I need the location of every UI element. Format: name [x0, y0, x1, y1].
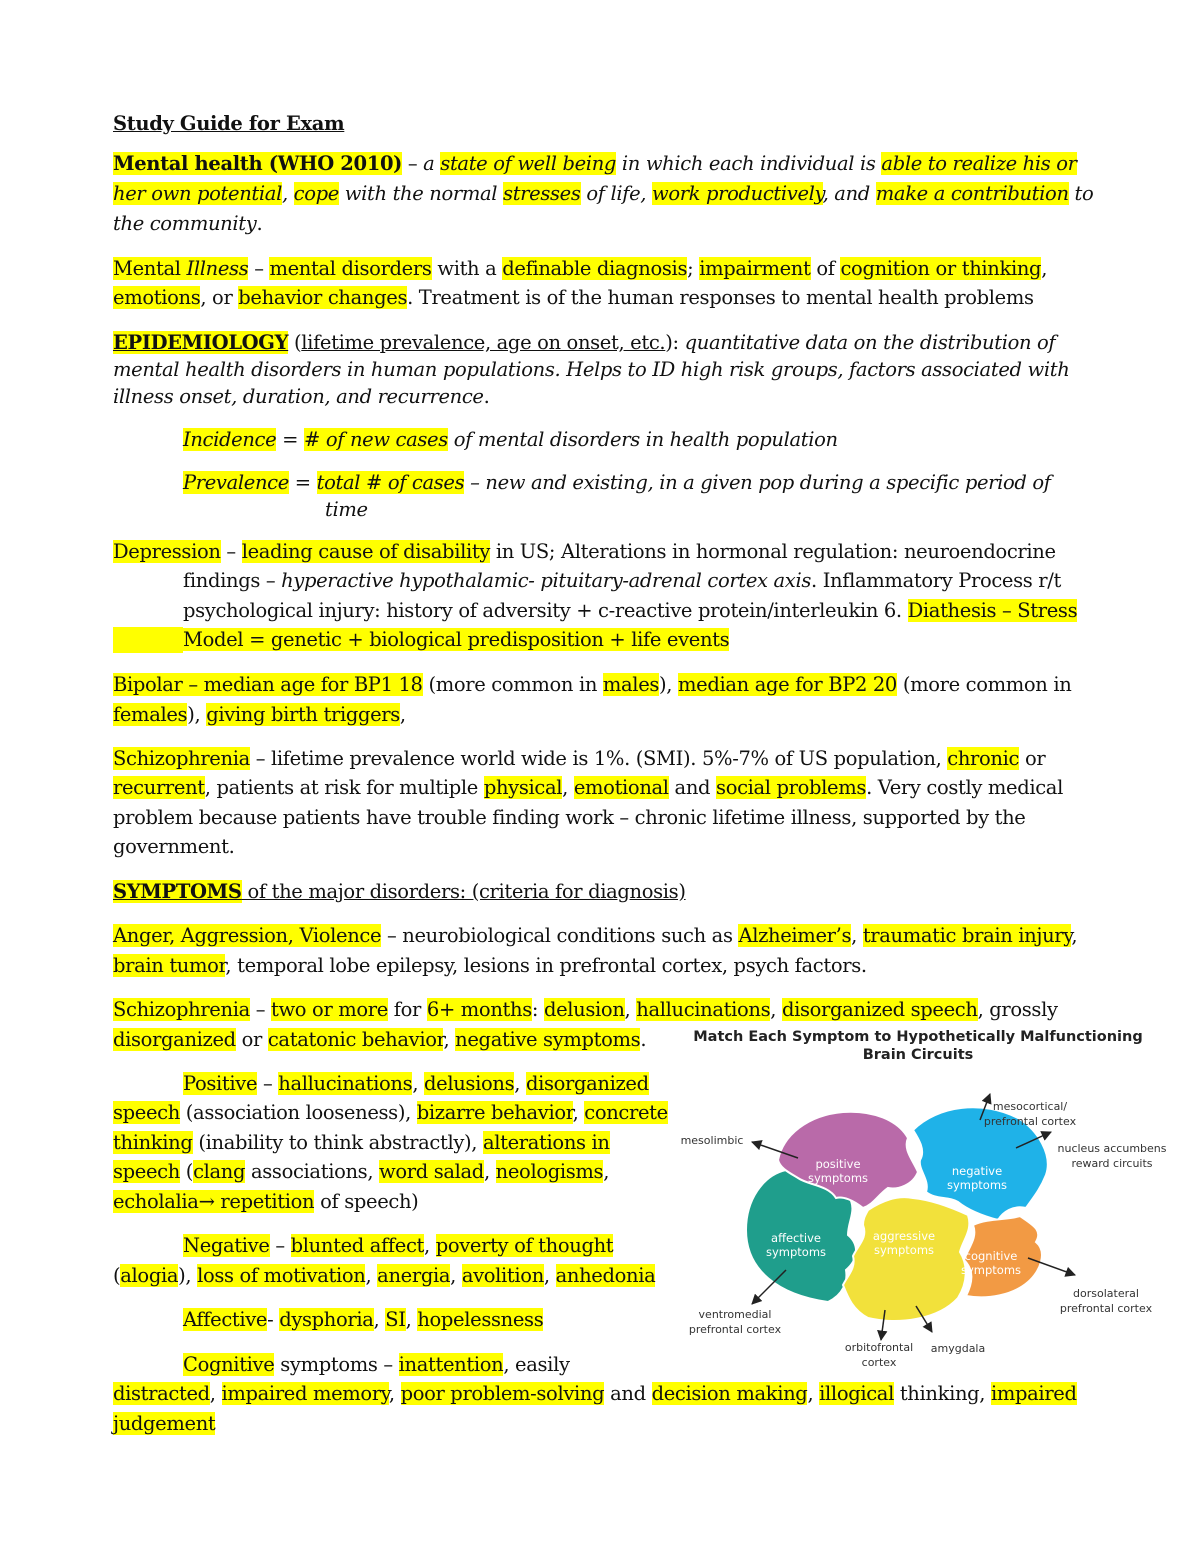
text-run: (: [179, 1160, 194, 1183]
positive-line-5: [113, 1189, 418, 1215]
text-run: . Very costly medical: [866, 776, 1063, 799]
text-run: ,: [412, 1072, 425, 1095]
text-run: , patients at risk for multiple: [204, 776, 484, 799]
positive-line-3: [113, 1130, 610, 1156]
highlighted-text: emotions: [113, 286, 201, 309]
positive-line-4: [113, 1159, 609, 1185]
highlighted-text: distracted: [113, 1382, 210, 1405]
highlighted-text: Negative: [183, 1234, 270, 1257]
text-run: mental health disorders in human populations. Helps to ID high risk groups, factors associated with: [113, 358, 1070, 381]
highlighted-text: EPIDEMIOLOGY: [113, 331, 289, 354]
ventromedial-label-1: ventromedial: [698, 1308, 772, 1321]
highlighted-text: Mental health (WHO 2010): [113, 152, 403, 175]
text-run: –: [248, 257, 270, 280]
highlighted-text: anhedonia: [555, 1264, 656, 1287]
text-run: ,: [405, 1308, 418, 1331]
text-run: illness onset, duration, and recurrence: [113, 385, 484, 408]
negative-line-1: [183, 1233, 613, 1259]
highlighted-text: disorganized speech: [781, 998, 978, 1021]
negative-label-1: negative: [951, 1164, 1003, 1178]
highlighted-text: disorganized: [525, 1072, 649, 1095]
text-run: in which each individual is: [616, 152, 882, 175]
depression-line-3: [183, 598, 1077, 624]
text-run: of mental disorders in health population: [447, 428, 838, 451]
text-run: , grossly: [977, 998, 1058, 1021]
text-run: :: [531, 998, 544, 1021]
text-run: ,: [443, 1028, 456, 1051]
epidemiology-line-2: [113, 357, 1069, 383]
schizophrenia-epi-line-4: [113, 834, 234, 860]
highlighted-text: recurrent: [113, 776, 205, 799]
text-run: ,: [603, 1160, 610, 1183]
text-run: with the normal: [338, 182, 504, 205]
text-run: and: [668, 776, 717, 799]
highlighted-text: Depression: [113, 540, 221, 563]
mesocortical-label-2: prefrontal cortex: [983, 1115, 1077, 1128]
highlighted-text: females: [113, 703, 188, 726]
highlighted-text: median age for BP2 20: [678, 673, 897, 696]
schizophrenia-symptoms-line-2: [113, 1027, 646, 1053]
highlighted-text: Illness: [186, 257, 249, 280]
text-run: to: [1068, 182, 1094, 205]
mental-illness-line-2: [113, 285, 1034, 311]
text-run: -: [267, 1308, 280, 1331]
text-run: .: [640, 1028, 647, 1051]
highlighted-text: delusion: [543, 998, 625, 1021]
text-run: of speech): [314, 1190, 419, 1213]
highlighted-text: Incidence: [183, 428, 277, 451]
text-run: findings –: [183, 569, 282, 592]
text-run: ,: [450, 1264, 462, 1287]
highlighted-text: loss of motivation: [197, 1264, 366, 1287]
affective-line: [183, 1307, 543, 1333]
highlighted-text: Alzheimer’s: [738, 924, 852, 947]
cognitive-label-2: symptoms: [960, 1263, 1022, 1277]
highlighted-text: delusions: [424, 1072, 515, 1095]
epidemiology-line-3: [113, 384, 489, 410]
text-run: . Treatment is of the human responses to mental health problems: [407, 286, 1034, 309]
text-run: psychological injury: history of adversity + c-reactive protein/interleukin 6.: [183, 599, 908, 622]
highlighted-text: social problems: [716, 776, 867, 799]
highlighted-text: poor problem-solving: [400, 1382, 605, 1405]
highlighted-text: blunted affect: [290, 1234, 425, 1257]
highlighted-text: Model = genetic + biological predisposition + life events: [183, 628, 730, 651]
highlighted-text: decision making: [651, 1382, 808, 1405]
cognitive-line-1: [183, 1352, 570, 1378]
text-run: .: [483, 385, 490, 408]
highlighted-text: cognition or thinking: [840, 257, 1042, 280]
positive-label-2: symptoms: [807, 1171, 869, 1185]
text-run: ),: [178, 1264, 198, 1287]
dorsolateral-label-2: prefrontal cortex: [1059, 1302, 1153, 1315]
bipolar-line-2: [113, 702, 406, 728]
highlighted-text: state of well being: [440, 152, 617, 175]
highlighted-text: illogical: [819, 1382, 894, 1405]
accumbens-label-2: reward circuits: [1071, 1157, 1153, 1170]
text-run: –: [257, 1072, 279, 1095]
text-run: , easily: [503, 1353, 570, 1376]
text-run: ,: [483, 1160, 496, 1183]
highlighted-text: Schizophrenia: [113, 747, 250, 770]
anger-line-2: [113, 953, 867, 979]
highlighted-text: speech: [113, 1101, 180, 1124]
highlighted-text: brain tumor: [113, 954, 226, 977]
text-run: with a: [431, 257, 503, 280]
text-run: associations,: [245, 1160, 380, 1183]
mental-health-definition-line-2: [113, 181, 1093, 207]
text-run: ,: [373, 1308, 386, 1331]
text-run: time: [325, 498, 368, 521]
highlighted-text: impaired: [991, 1382, 1077, 1405]
text-run: ,: [514, 1072, 526, 1095]
highlighted-text: echolalia: [113, 1190, 199, 1213]
text-run: or: [235, 1028, 268, 1051]
text-run: ,: [562, 776, 574, 799]
orbitofrontal-label-2: cortex: [861, 1356, 897, 1369]
text-run: – new and existing, in a given pop during a specific period of: [464, 471, 1051, 494]
text-run: a: [423, 152, 441, 175]
highlighted-text: Schizophrenia: [113, 998, 250, 1021]
depression-line-2: [183, 568, 1061, 594]
text-run: ,: [770, 998, 782, 1021]
prevalence-line-1: [183, 470, 1051, 496]
highlighted-text: # of new cases: [304, 428, 448, 451]
text-run: ,: [399, 703, 406, 726]
aggressive-label-2: symptoms: [873, 1243, 935, 1257]
text-run: ),: [187, 703, 207, 726]
highlighted-text: negative symptoms: [455, 1028, 641, 1051]
prevalence-line-2: [325, 497, 368, 523]
highlighted-text: Anger, Aggression, Violence: [113, 924, 382, 947]
mesocortical-label-1: mesocortical/: [992, 1100, 1068, 1113]
text-run: ,: [388, 1382, 401, 1405]
highlighted-text: SYMPTOMS: [113, 880, 242, 903]
highlighted-text: Prevalence: [183, 471, 289, 494]
text-run: (: [113, 1264, 121, 1287]
highlighted-text: poverty of thought: [435, 1234, 614, 1257]
text-run: ,: [572, 1101, 585, 1124]
highlighted-text: dysphoria: [279, 1308, 374, 1331]
text-run: for: [387, 998, 427, 1021]
incidence-line: [183, 427, 838, 453]
text-run: (association looseness),: [179, 1101, 417, 1124]
positive-line-2: [113, 1100, 668, 1126]
cognitive-line-2: [113, 1381, 1077, 1407]
text-run: =: [288, 471, 317, 494]
highlighted-text: concrete: [584, 1101, 668, 1124]
text-run: lifetime prevalence, age on onset, etc.: [301, 331, 666, 354]
text-run: quantitative data on the distribution of: [684, 331, 1056, 354]
highlighted-text: cope: [293, 182, 339, 205]
text-run: =: [276, 428, 304, 451]
highlighted-text: hallucinations: [636, 998, 771, 1021]
schizophrenia-epi-line-3: [113, 805, 1025, 831]
highlighted-text: leading cause of disability: [241, 540, 491, 563]
text-run: ,: [624, 998, 637, 1021]
text-run: hyperactive hypothalamic- pituitary-adrenal cortex axis: [281, 569, 811, 592]
highlighted-text: Positive: [183, 1072, 258, 1095]
highlighted-text: Diathesis – Stress: [907, 599, 1078, 622]
affective-label-2: symptoms: [765, 1245, 827, 1259]
text-run: ,: [424, 1234, 436, 1257]
highlighted-text: males: [602, 673, 660, 696]
text-run: (more common in: [422, 673, 603, 696]
text-run: ,: [851, 924, 863, 947]
highlighted-text: inattention: [398, 1353, 504, 1376]
figure-title-line-2: Brain Circuits: [862, 1047, 974, 1063]
text-run: and: [604, 1382, 652, 1405]
highlighted-text: Mental: [113, 257, 187, 280]
highlighted-text: thinking: [113, 1131, 193, 1154]
highlighted-text: chronic: [947, 747, 1020, 770]
text-run: ,: [1071, 924, 1078, 947]
text-run: . Inflammatory Process r/t: [811, 569, 1061, 592]
highlighted-text: impairment: [699, 257, 811, 280]
highlighted-text: total # of cases: [316, 471, 465, 494]
highlighted-text: catatonic behavior: [267, 1028, 444, 1051]
mental-health-definition-line-1: [113, 151, 1077, 177]
highlighted-text: Bipolar – median age for BP1 18: [113, 673, 423, 696]
highlighted-text: alterations in: [482, 1131, 610, 1154]
highlighted-text: bizarre behavior: [416, 1101, 573, 1124]
text-run: or: [1019, 747, 1046, 770]
text-run: ,: [543, 1264, 556, 1287]
accumbens-label-1: nucleus accumbens: [1057, 1142, 1167, 1155]
text-run: the community: [113, 212, 257, 235]
highlighted-text: clang: [193, 1160, 246, 1183]
depression-line-4: [113, 627, 729, 653]
text-run: symptoms –: [274, 1353, 399, 1376]
epidemiology-line-1: [113, 330, 1055, 356]
text-run: in US; Alterations in hormonal regulation: neuroendocrine: [490, 540, 1056, 563]
ventromedial-label-2: prefrontal cortex: [688, 1323, 782, 1336]
text-run: , or: [200, 286, 239, 309]
orbitofrontal-label-1: orbitofrontal: [844, 1341, 914, 1354]
highlighted-text: anergia: [377, 1264, 451, 1287]
highlighted-text: her own potential: [113, 182, 282, 205]
text-run: ;: [687, 257, 700, 280]
text-run: .: [256, 212, 263, 235]
highlighted-text: behavior changes: [238, 286, 408, 309]
text-run: – neurobiological conditions such as: [381, 924, 739, 947]
text-run: problem because patients have trouble finding work – chronic lifetime illness, supported by the: [113, 806, 1026, 829]
highlighted-text: hallucinations: [278, 1072, 413, 1095]
highlighted-text: neologisms: [495, 1160, 604, 1183]
text-run: of life,: [580, 182, 652, 205]
schizophrenia-epi-line-1: [113, 746, 1045, 772]
text-run: (inability to think abstractly),: [192, 1131, 483, 1154]
text-run: (more common in: [897, 673, 1072, 696]
figure-title-line-1: Match Each Symptom to Hypothetically Malfunctioning: [693, 1029, 1143, 1045]
highlighted-text: able to realize his or: [881, 152, 1077, 175]
text-run: ):: [665, 331, 685, 354]
highlighted-text: work productively: [651, 182, 823, 205]
symptoms-heading: [113, 879, 686, 905]
mental-illness-line-1: [113, 256, 1047, 282]
highlighted-text: avolition: [461, 1264, 544, 1287]
highlighted-text: SI: [385, 1308, 406, 1331]
highlighted-text: mental disorders: [269, 257, 432, 280]
anger-line-1: [113, 923, 1077, 949]
amygdala-label: amygdala: [930, 1342, 986, 1355]
depression-line-1: [113, 539, 1056, 565]
highlighted-text: disorganized: [113, 1028, 236, 1051]
highlighted-text: emotional: [573, 776, 669, 799]
highlighted-text: stresses: [503, 182, 581, 205]
text-run: , temporal lobe epilepsy, lesions in prefrontal cortex, psych factors.: [225, 954, 867, 977]
affective-label-1: affective: [771, 1231, 821, 1245]
text-run: –: [249, 998, 271, 1021]
text-run: ,: [1041, 257, 1048, 280]
positive-line-1: [183, 1071, 649, 1097]
highlighted-text: impaired memory: [221, 1382, 389, 1405]
highlighted-text: 6+ months: [426, 998, 532, 1021]
text-run: of: [810, 257, 841, 280]
highlighted-text: Affective: [183, 1308, 268, 1331]
mesolimbic-label: mesolimbic: [680, 1134, 744, 1147]
text-run: –: [220, 540, 242, 563]
highlighted-text: hopelessness: [417, 1308, 544, 1331]
highlighted-text: repetition: [220, 1190, 315, 1213]
cognitive-label-1: cognitive: [964, 1249, 1018, 1263]
text-run: ,: [209, 1382, 222, 1405]
text-run: ,: [281, 182, 294, 205]
highlighted-text: judgement: [113, 1412, 216, 1435]
schizophrenia-epi-line-2: [113, 775, 1063, 801]
text-run: of the major disorders: (criteria for diagnosis): [241, 880, 686, 903]
text-run: ,: [365, 1264, 378, 1287]
negative-line-2: [113, 1263, 655, 1289]
highlighted-text: make a contribution: [875, 182, 1069, 205]
highlighted-text: alogia: [120, 1264, 179, 1287]
text-run: ),: [659, 673, 679, 696]
diathesis-model-text: [183, 628, 729, 651]
highlighted-text: →: [198, 1190, 221, 1213]
document-title: Study Guide for Exam: [113, 112, 345, 135]
highlighted-text: Cognitive: [183, 1353, 275, 1376]
bipolar-line-1: [113, 672, 1071, 698]
aggressive-symptoms-piece: [843, 1197, 969, 1321]
text-run: government.: [113, 835, 235, 858]
brain-circuits-figure: [668, 1020, 1167, 1380]
highlighted-text: speech: [113, 1160, 180, 1183]
highlighted-text: two or more: [270, 998, 388, 1021]
cognitive-line-3: [113, 1411, 215, 1437]
highlighted-text: word salad: [379, 1160, 484, 1183]
text-run: (: [288, 331, 302, 354]
aggressive-label-1: aggressive: [872, 1229, 936, 1243]
text-run: –: [402, 152, 424, 175]
dorsolateral-label-1: dorsolateral: [1073, 1287, 1139, 1300]
highlighted-text: traumatic brain injury: [862, 924, 1072, 947]
positive-label-1: positive: [815, 1157, 861, 1171]
highlighted-text: giving birth triggers: [206, 703, 400, 726]
text-run: , and: [822, 182, 876, 205]
text-run: –: [269, 1234, 291, 1257]
mental-health-definition-line-3: [113, 211, 262, 237]
highlighted-text: definable diagnosis: [502, 257, 688, 280]
text-run: thinking,: [893, 1382, 991, 1405]
text-run: ,: [807, 1382, 820, 1405]
highlighted-text: physical: [483, 776, 563, 799]
text-run: – lifetime prevalence world wide is 1%. (SMI). 5%-7% of US population,: [249, 747, 948, 770]
negative-label-2: symptoms: [946, 1178, 1008, 1192]
